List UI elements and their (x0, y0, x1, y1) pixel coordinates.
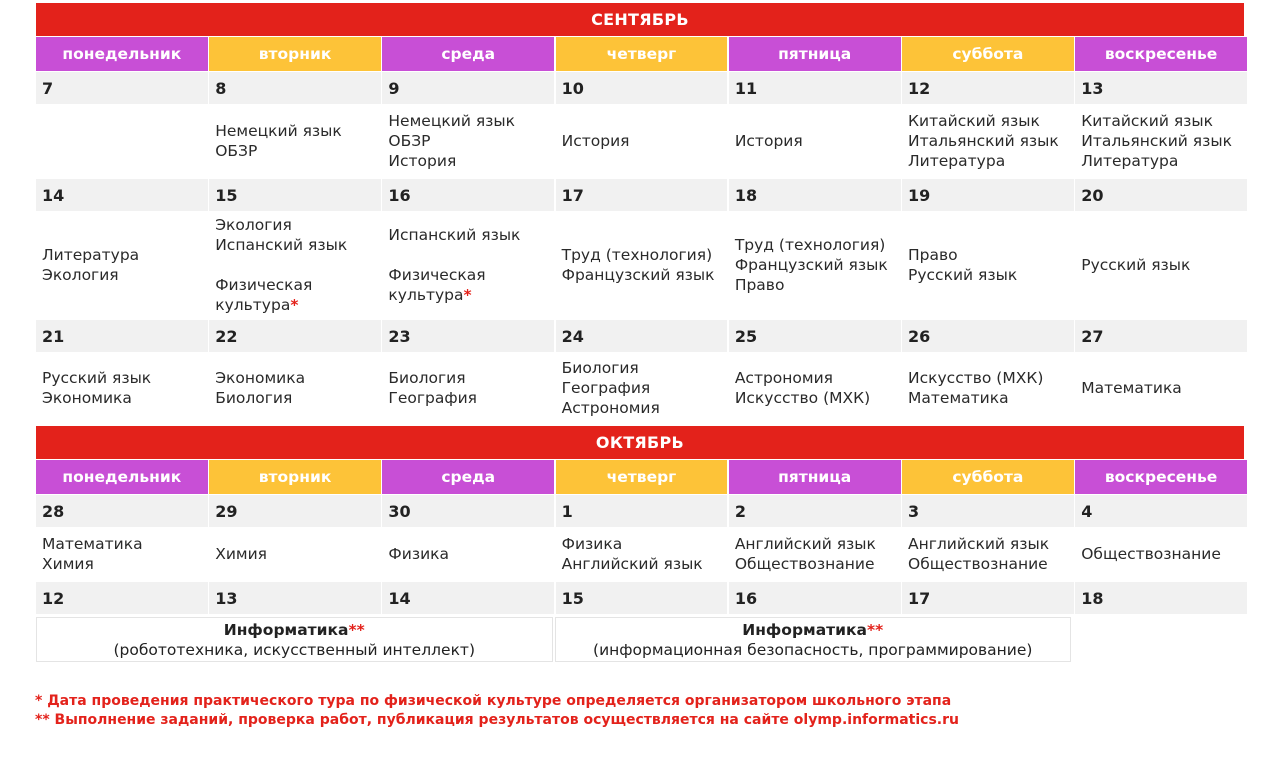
date-cell: 2 (729, 495, 901, 527)
date-cell: 11 (729, 72, 901, 104)
subject-name: Физическая (388, 266, 486, 284)
subject-name: Экономика (215, 369, 306, 387)
subject-line (1081, 378, 1247, 398)
subject-name: Астрономия (734, 369, 833, 387)
weekday-thursday: четверг (556, 460, 728, 494)
subject-name: Английский язык (908, 535, 1050, 553)
date-cell: 10 (556, 72, 728, 104)
subject-name: География (561, 379, 651, 397)
weekday-row-september (36, 37, 1244, 71)
date-cell: 19 (902, 179, 1074, 211)
date-cell: 13 (1075, 72, 1247, 104)
date-cell: 12 (902, 72, 1074, 104)
subject-line (215, 295, 381, 315)
date-cell: 14 (36, 179, 208, 211)
subject-name: Обществознание (734, 555, 875, 573)
subject-name: Французский язык (734, 256, 888, 274)
subject-line (388, 151, 554, 171)
weekday-sunday: воскресенье (1075, 460, 1247, 494)
subject-line (388, 544, 554, 564)
subject-name: Литература (1081, 152, 1179, 170)
date-row (36, 72, 1244, 104)
date-cell: 17 (902, 582, 1074, 614)
date-cell: 23 (382, 320, 554, 352)
subject-name: Китайский язык (908, 112, 1040, 130)
subjects-cell (1075, 104, 1247, 178)
subject-name: Немецкий язык (215, 122, 342, 140)
subject-line (735, 235, 901, 255)
subject-line (562, 131, 728, 151)
subject-name: Английский язык (561, 555, 703, 573)
subject-line (215, 215, 381, 235)
subject-line (42, 554, 208, 574)
subject-line (388, 225, 554, 245)
subject-line (908, 131, 1074, 151)
date-cell: 26 (902, 320, 1074, 352)
date-cell: 27 (1075, 320, 1247, 352)
subject-line (908, 554, 1074, 574)
subjects-row (36, 527, 1244, 581)
subject-line (215, 255, 381, 275)
footnote-2: ** Выполнение заданий, проверка работ, публикация результатов осуществляется на сайте olymp.informatics.ru (35, 712, 959, 728)
subject-name: культура (215, 296, 291, 314)
date-cell: 9 (382, 72, 554, 104)
subjects-cell (902, 211, 1074, 319)
subject-line (562, 378, 728, 398)
subject-line (215, 544, 381, 564)
subject-name: ОБЗР (215, 142, 258, 160)
subject-line (1081, 255, 1247, 275)
subjects-cell (209, 352, 381, 424)
subject-line (388, 368, 554, 388)
subject-name: История (734, 132, 803, 150)
subject-line (42, 368, 208, 388)
footnote-1: * Дата проведения практического тура по физической культуре определяется организатором школьного этапа (35, 693, 952, 709)
subjects-cell (902, 352, 1074, 424)
date-cell: 18 (729, 179, 901, 211)
informatics-row (36, 617, 1244, 662)
subjects-cell (729, 211, 901, 319)
weekday-saturday: суббота (902, 37, 1074, 71)
subject-name: Искусство (МХК) (908, 369, 1044, 387)
subjects-cell (36, 527, 208, 581)
asterisk-mark: * (290, 296, 299, 314)
informatics-subtitle: (робототехника, искусственный интеллект) (113, 640, 476, 659)
subject-line (215, 368, 381, 388)
subject-name: Искусство (МХК) (734, 389, 871, 407)
subject-line (908, 265, 1074, 285)
month-header-october: ОКТЯБРЬ (36, 426, 1244, 459)
subject-name: Литература (42, 246, 140, 264)
weekday-friday: пятница (729, 460, 901, 494)
subject-line (562, 534, 728, 554)
subjects-cell (1075, 352, 1247, 424)
subject-line (388, 245, 554, 265)
subject-line (42, 534, 208, 554)
weekday-thursday: четверг (556, 37, 728, 71)
subject-line (215, 121, 381, 141)
subject-name: География (388, 389, 478, 407)
date-cell: 30 (382, 495, 554, 527)
subjects-row (36, 352, 1244, 424)
subjects-cell (382, 527, 554, 581)
subject-line (562, 358, 728, 378)
subject-line (562, 398, 728, 418)
subject-name: Итальянский язык (1081, 132, 1232, 150)
subject-name: Биология (561, 359, 639, 377)
subject-line (908, 534, 1074, 554)
weekday-row-october (36, 460, 1244, 494)
subject-name: Испанский язык (215, 236, 348, 254)
date-cell: 28 (36, 495, 208, 527)
subject-line (215, 275, 381, 295)
subject-name: Обществознание (1081, 545, 1221, 563)
subjects-row (36, 211, 1244, 319)
subject-line (388, 388, 554, 408)
informatics-subtitle: (информационная безопасность, программирование) (593, 640, 1033, 659)
weekday-friday: пятница (729, 37, 901, 71)
date-cell: 3 (902, 495, 1074, 527)
subject-line (215, 235, 381, 255)
subjects-cell (902, 527, 1074, 581)
weekday-tuesday: вторник (209, 37, 381, 71)
subject-line (1081, 151, 1247, 171)
subjects-cell (36, 352, 208, 424)
subjects-cell (1075, 527, 1247, 581)
subject-line (388, 285, 554, 305)
subject-name: Труд (технология) (734, 236, 886, 254)
informatics-title: Информатика** (223, 620, 365, 639)
subject-line (1081, 544, 1247, 564)
subject-line (215, 388, 381, 408)
date-row-october-week2 (36, 582, 1244, 614)
date-cell: 13 (209, 582, 381, 614)
subject-name: Английский язык (734, 535, 876, 553)
subject-name: Физическая (215, 276, 313, 294)
weekday-wednesday: среда (382, 37, 554, 71)
subject-name: Французский язык (561, 266, 715, 284)
subject-line (908, 245, 1074, 265)
subjects-cell (209, 527, 381, 581)
date-cell: 15 (556, 582, 728, 614)
subject-name: Физика (388, 545, 449, 563)
subject-line (735, 368, 901, 388)
subject-name: Русский язык (1081, 256, 1191, 274)
subject-line (735, 554, 901, 574)
subject-name: Химия (42, 555, 94, 573)
subjects-cell (556, 104, 728, 178)
double-asterisk-mark: ** (348, 620, 365, 639)
subjects-cell (209, 104, 381, 178)
weekday-wednesday: среда (382, 460, 554, 494)
subject-line (562, 554, 728, 574)
double-asterisk-mark: ** (867, 620, 884, 639)
subject-name: Русский язык (42, 369, 152, 387)
date-cell: 16 (729, 582, 901, 614)
subject-line (42, 265, 208, 285)
subject-name: Экология (42, 266, 119, 284)
subjects-cell (556, 527, 728, 581)
subject-name: История (388, 152, 457, 170)
subject-name: Экология (215, 216, 292, 234)
date-row (36, 179, 1244, 211)
date-row (36, 320, 1244, 352)
date-cell: 24 (556, 320, 728, 352)
date-cell: 21 (36, 320, 208, 352)
subject-name: культура (388, 286, 464, 304)
date-cell: 25 (729, 320, 901, 352)
subject-line (908, 388, 1074, 408)
subject-name: Биология (388, 369, 466, 387)
subject-name: Литература (908, 152, 1006, 170)
subjects-cell (556, 211, 728, 319)
subject-line (735, 255, 901, 275)
subject-name: Экономика (42, 389, 132, 407)
subject-line (388, 131, 554, 151)
subject-line (42, 388, 208, 408)
subjects-cell (729, 352, 901, 424)
subject-line (42, 245, 208, 265)
subject-name: Химия (215, 545, 267, 563)
subject-line (388, 265, 554, 285)
subjects-cell (382, 211, 554, 319)
informatics-cell-2 (555, 617, 1072, 662)
subject-name: Математика (42, 535, 143, 553)
subject-name: Биология (215, 389, 293, 407)
subject-name: Русский язык (908, 266, 1018, 284)
date-cell: 16 (382, 179, 554, 211)
subject-line (1081, 111, 1247, 131)
subject-line (908, 111, 1074, 131)
subject-line (388, 111, 554, 131)
date-cell: 8 (209, 72, 381, 104)
subjects-cell (1075, 211, 1247, 319)
subjects-cell (36, 211, 208, 319)
date-cell: 12 (36, 582, 208, 614)
date-cell: 18 (1075, 582, 1247, 614)
subject-name: Китайский язык (1081, 112, 1214, 130)
date-cell: 14 (382, 582, 554, 614)
date-cell: 7 (36, 72, 208, 104)
date-cell: 1 (556, 495, 728, 527)
date-cell: 20 (1075, 179, 1247, 211)
subject-name: Математика (1081, 379, 1182, 397)
subject-line (562, 265, 728, 285)
weekday-tuesday: вторник (209, 460, 381, 494)
subjects-row (36, 104, 1244, 178)
subject-name: Астрономия (561, 399, 660, 417)
subject-name: Право (908, 246, 958, 264)
weekday-sunday: воскресенье (1075, 37, 1247, 71)
date-row (36, 495, 1244, 527)
date-cell: 4 (1075, 495, 1247, 527)
calendar (36, 3, 1244, 662)
subject-line (562, 245, 728, 265)
subject-name: Обществознание (908, 555, 1048, 573)
subject-name: Немецкий язык (388, 112, 515, 130)
weekday-monday: понедельник (36, 460, 208, 494)
subject-line (908, 151, 1074, 171)
subject-name: Математика (908, 389, 1009, 407)
subjects-cell (36, 104, 208, 178)
subject-line (735, 131, 901, 151)
subjects-cell (382, 104, 554, 178)
date-cell: 29 (209, 495, 381, 527)
subject-name: Физика (561, 535, 623, 553)
subjects-cell (382, 352, 554, 424)
subject-name: История (561, 132, 630, 150)
subjects-cell (729, 104, 901, 178)
subject-name: Труд (технология) (561, 246, 713, 264)
subject-name: Право (734, 276, 785, 294)
subject-line (735, 388, 901, 408)
footnotes (35, 692, 959, 730)
subject-name: ОБЗР (388, 132, 431, 150)
date-cell: 22 (209, 320, 381, 352)
informatics-title: Информатика** (742, 620, 884, 639)
date-cell: 17 (556, 179, 728, 211)
subject-name: Итальянский язык (908, 132, 1059, 150)
subject-line (735, 534, 901, 554)
weekday-monday: понедельник (36, 37, 208, 71)
informatics-cell-1 (36, 617, 553, 662)
subject-line (215, 141, 381, 161)
subject-line (1081, 131, 1247, 151)
subject-line (908, 368, 1074, 388)
subjects-cell (729, 527, 901, 581)
subjects-cell (209, 211, 381, 319)
subjects-cell (902, 104, 1074, 178)
weekday-saturday: суббота (902, 460, 1074, 494)
subjects-cell (556, 352, 728, 424)
asterisk-mark: * (463, 286, 472, 304)
month-header-september: СЕНТЯБРЬ (36, 3, 1244, 36)
subject-line (735, 275, 901, 295)
subject-name: Испанский язык (388, 226, 521, 244)
date-cell: 15 (209, 179, 381, 211)
